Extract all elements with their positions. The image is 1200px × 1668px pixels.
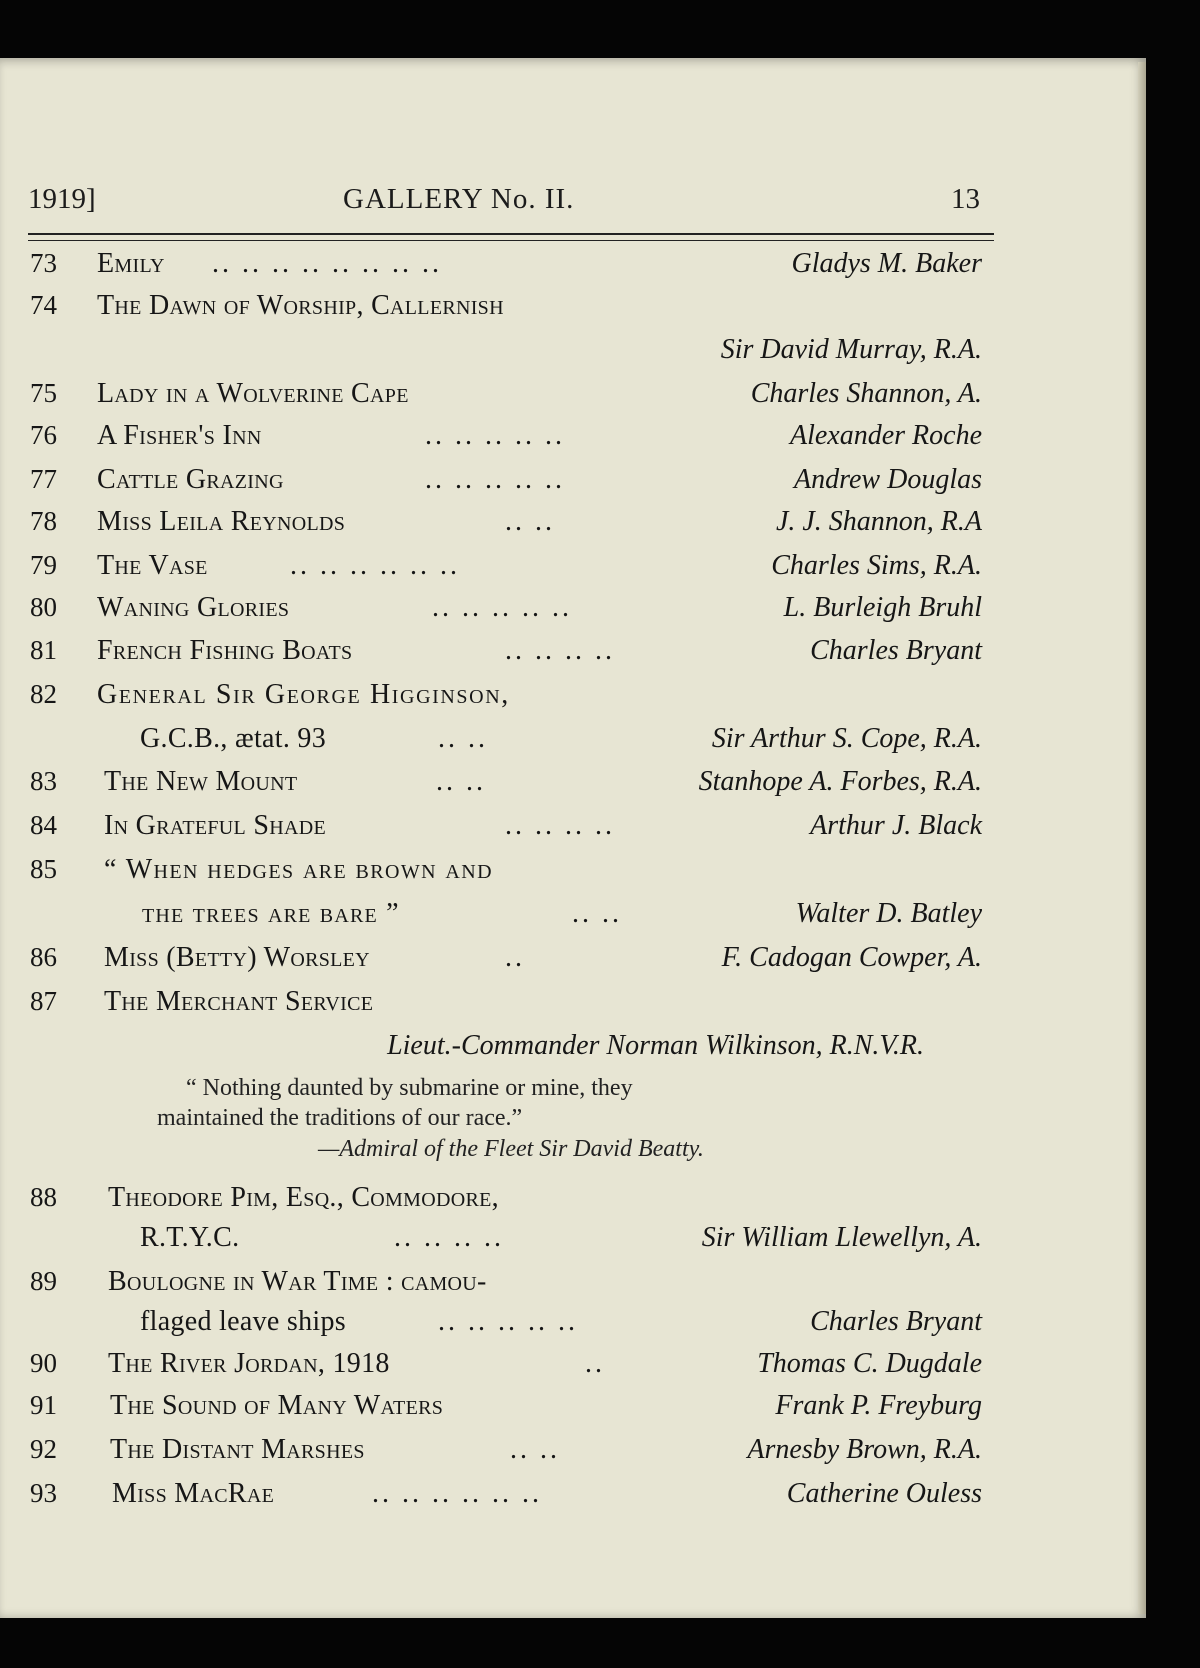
entry-number: 91 [30, 1390, 57, 1420]
entry-artist: Stanhope A. Forbes, R.A. [698, 766, 982, 797]
entry-number: 74 [30, 290, 57, 320]
entry-88 [0, 1182, 1146, 1222]
entry-title: General Sir George Higginson, [97, 679, 510, 710]
entry-81 [0, 635, 1146, 675]
entry-number: 93 [30, 1478, 57, 1508]
entry-title: In Grateful Shade [104, 810, 326, 841]
entry-84 [0, 810, 1146, 850]
entry-85-line2 [0, 898, 1146, 938]
entry-86 [0, 942, 1146, 982]
entry-77 [0, 464, 1146, 504]
entry-title: Lady in a Wolverine Cape [97, 378, 409, 409]
leader-dots: .. .. .. .. [505, 810, 615, 841]
entry-artist: Charles Shannon, A. [750, 378, 982, 409]
leader-dots: .. .. .. .. .. [425, 420, 565, 451]
leader-dots: .. .. .. .. [505, 635, 615, 666]
leader-dots: .. .. .. .. .. [425, 464, 565, 495]
entry-artist: Lieut.-Commander Norman Wilkinson, R.N.V.R. [387, 1030, 924, 1061]
entry-artist: Charles Sims, R.A. [771, 550, 982, 581]
entry-artist: J. J. Shannon, R.A [775, 506, 982, 537]
entry-79 [0, 550, 1146, 590]
entry-artist: Charles Bryant [810, 1306, 982, 1337]
header-rule-thin [28, 240, 994, 241]
entry-76 [0, 420, 1146, 460]
entry-artist: Andrew Douglas [794, 464, 982, 495]
quote-line-1: “ Nothing daunted by submarine or mine, they [186, 1075, 633, 1101]
entry-number: 79 [30, 550, 57, 580]
entry-number: 81 [30, 635, 57, 665]
entry-title: Waning Glories [97, 592, 290, 623]
entry-number: 75 [30, 378, 57, 408]
entry-title-continued: G.C.B., ætat. 93 [140, 723, 327, 754]
entry-number: 78 [30, 506, 57, 536]
entry-title-continued: the trees are bare ” [142, 898, 400, 929]
entry-title: Emily [97, 248, 165, 279]
entry-91 [0, 1390, 1146, 1430]
entry-number: 86 [30, 942, 57, 972]
entry-87-artist-line [0, 1030, 1146, 1070]
entry-number: 92 [30, 1434, 57, 1464]
entry-89 [0, 1266, 1146, 1306]
entry-88-line2 [0, 1222, 1146, 1262]
entry-artist: Sir David Murray, R.A. [720, 334, 982, 365]
header-title: GALLERY No. II. [343, 183, 575, 215]
header-page-number: 13 [951, 183, 980, 215]
entry-number: 87 [30, 986, 57, 1016]
entry-85 [0, 854, 1146, 894]
entry-artist: Frank P. Freyburg [775, 1390, 982, 1421]
entry-title: Miss MacRae [112, 1478, 275, 1509]
entry-number: 84 [30, 810, 57, 840]
leader-dots: .. .. .. .. .. .. [372, 1478, 542, 1509]
leader-dots: .. .. .. .. [394, 1222, 504, 1253]
entry-82-line2 [0, 723, 1146, 763]
entry-artist: Thomas C. Dugdale [757, 1348, 982, 1379]
entry-title: Boulogne in War Time : camou- [108, 1266, 487, 1297]
entry-title: The Merchant Service [104, 986, 374, 1017]
entry-number: 88 [30, 1182, 57, 1212]
entry-title: “ When hedges are brown and [104, 854, 493, 885]
entry-number: 77 [30, 464, 57, 494]
entry-number: 85 [30, 854, 57, 884]
entry-number: 90 [30, 1348, 57, 1378]
leader-dots: .. .. .. .. .. [438, 1306, 578, 1337]
entry-90 [0, 1348, 1146, 1388]
entry-80 [0, 592, 1146, 632]
entry-artist: Gladys M. Baker [791, 248, 982, 279]
header-year: 1919] [28, 183, 96, 215]
entry-artist: F. Cadogan Cowper, A. [721, 942, 982, 973]
leader-dots: .. .. [510, 1434, 560, 1465]
entry-title: Miss (Betty) Worsley [104, 942, 370, 973]
entry-89-line2 [0, 1306, 1146, 1346]
entry-number: 80 [30, 592, 57, 622]
entry-74 [0, 290, 1146, 330]
page-header [28, 183, 980, 223]
quote-line-2: maintained the traditions of our race.” [157, 1105, 523, 1131]
entry-74-artist-line [0, 334, 1146, 374]
entry-artist: Charles Bryant [810, 635, 982, 666]
leader-dots: .. [505, 942, 525, 973]
entry-75 [0, 378, 1146, 418]
entry-title-continued: flaged leave ships [140, 1306, 346, 1337]
entry-number: 76 [30, 420, 57, 450]
entry-82 [0, 679, 1146, 719]
entry-artist: Alexander Roche [789, 420, 982, 451]
entry-title: The Sound of Many Waters [110, 1390, 444, 1421]
entry-artist: Walter D. Batley [795, 898, 982, 929]
quote-attribution: —Admiral of the Fleet Sir David Beatty. [318, 1136, 704, 1162]
entry-artist: L. Burleigh Bruhl [783, 592, 982, 623]
header-rule [28, 233, 994, 235]
leader-dots: .. .. [436, 766, 486, 797]
entry-73 [0, 248, 1146, 288]
entry-93 [0, 1478, 1146, 1518]
entry-title: French Fishing Boats [97, 635, 353, 666]
entry-title: The River Jordan, 1918 [108, 1348, 390, 1379]
entry-title: The Dawn of Worship, Callernish [97, 290, 504, 321]
entry-artist: Catherine Ouless [786, 1478, 982, 1509]
entry-83 [0, 766, 1146, 806]
entry-number: 82 [30, 679, 57, 709]
entry-87 [0, 986, 1146, 1026]
entry-artist: Sir Arthur S. Cope, R.A. [711, 723, 982, 754]
entry-number: 83 [30, 766, 57, 796]
entry-artist: Sir William Llewellyn, A. [701, 1222, 982, 1253]
leader-dots: .. .. [438, 723, 488, 754]
entry-number: 89 [30, 1266, 57, 1296]
entry-title: The Distant Marshes [110, 1434, 365, 1465]
leader-dots: .. .. .. .. .. .. .. .. [212, 248, 442, 279]
entry-title: Theodore Pim, Esq., Commodore, [108, 1182, 499, 1213]
leader-dots: .. .. .. .. .. [432, 592, 572, 623]
entry-title-continued: R.T.Y.C. [140, 1222, 240, 1253]
entry-number: 73 [30, 248, 57, 278]
entry-title: Miss Leila Reynolds [97, 506, 346, 537]
leader-dots: .. .. .. .. .. .. [290, 550, 460, 581]
leader-dots: .. .. [572, 898, 622, 929]
entry-title: A Fisher's Inn [97, 420, 262, 451]
leader-dots: .. .. [505, 506, 555, 537]
leader-dots: .. [585, 1348, 605, 1379]
entry-78 [0, 506, 1146, 546]
entry-92 [0, 1434, 1146, 1474]
entry-title: Cattle Grazing [97, 464, 284, 495]
entry-title: The New Mount [104, 766, 298, 797]
entry-artist: Arthur J. Black [810, 810, 982, 841]
entry-title: The Vase [97, 550, 208, 581]
entry-artist: Arnesby Brown, R.A. [747, 1434, 982, 1465]
